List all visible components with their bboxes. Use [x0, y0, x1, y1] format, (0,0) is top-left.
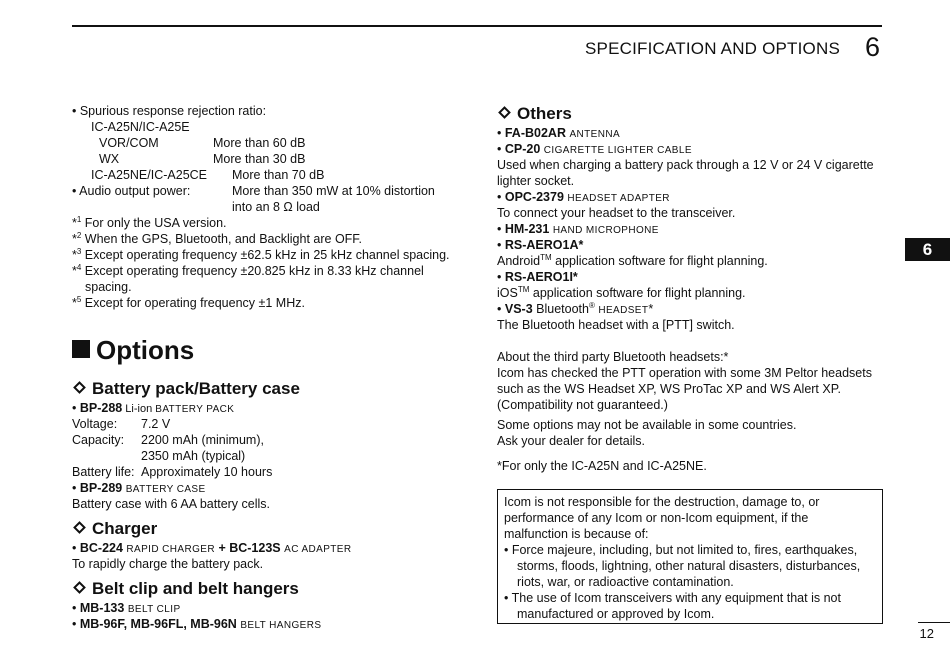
third-party-2: Icom has checked the PTT operation with some 3M Peltor headsets: [497, 366, 872, 380]
spurious-label: • Spurious response rejection ratio:: [72, 104, 267, 118]
options-left: [72, 378, 472, 632]
footnote-4: *$^4$ Except operating frequency ±20.825 kHz in 8.33 kHz channel: [72, 263, 424, 278]
square-bullet-icon: [72, 340, 90, 358]
third-party-4: (Compatibility not guaranteed.): [497, 398, 668, 412]
cp-text-2: lighter socket.: [497, 174, 575, 188]
audio-label: • Audio output power:: [72, 184, 191, 198]
availability-2: Ask your dealer for details.: [497, 434, 645, 448]
battery-life-row: Battery life: Approximately 10 hours: [72, 465, 273, 479]
belt-clip-item: • MB-133 BELT CLIP: [72, 601, 181, 615]
footnote-2: *$^2$ When the GPS, Bluetooth, and Backlight are OFF.: [72, 231, 363, 246]
header-rule: [72, 25, 882, 27]
diamond-icon: [73, 521, 86, 534]
vorcom-value: More than 60 dB: [213, 136, 306, 150]
vorcom-label: VOR/COM: [99, 136, 159, 150]
right-column: [497, 103, 897, 474]
usa-note: *For only the IC-A25N and IC-A25NE.: [497, 459, 707, 473]
charger-text: To rapidly charge the battery pack.: [72, 557, 264, 571]
bp288-item: • BP-288 Li-ion BATTERY PACK: [72, 401, 235, 415]
bp289-item: • BP-289 BATTERY CASE: [72, 481, 206, 495]
aero-a-item: • RS-AERO1A*: [497, 238, 584, 252]
chapter-number: 6: [865, 32, 881, 62]
belt-heading: Belt clip and belt hangers: [72, 578, 472, 600]
aero-i-text: iOS™ application software for flight planning.: [497, 285, 746, 300]
charger-item: • BC-224 RAPID CHARGER + BC-123S AC ADAPTER: [72, 541, 352, 555]
audio-value-2: into an 8 Ω load: [232, 200, 320, 214]
footnote-5: *$^5$ Except for operating frequency ±1 MHz.: [72, 295, 305, 310]
diamond-icon: [73, 581, 86, 594]
footnote-1: *$^1$ For only the USA version.: [72, 215, 227, 230]
disclaimer-box: Icom is not responsible for the destruction, damage to, or performance of any Icom or non-Icom equipment, if the malfunction is because of: • Force majeure, including, but not limited to, fires, earthquakes, storms, floods, lightning, other natural disasters, disturbances, riots, war, or radioactive contamination. • The use of Icom transceivers with any equipment that is not manufactured or approved by Icom.: [497, 489, 883, 624]
voltage-row: Voltage: 7.2 V: [72, 417, 171, 431]
model-b: IC-A25NE/IC-A25CE: [91, 168, 208, 182]
wx-label: WX: [99, 152, 120, 166]
capacity-row: Capacity: 2200 mAh (minimum),: [72, 433, 264, 447]
opc-text: To connect your headset to the transceiver.: [497, 206, 736, 220]
fa-item: • FA-B02AR ANTENNA: [497, 126, 621, 140]
diamond-icon: [498, 106, 511, 119]
vs-item: • VS-3 Bluetooth® HEADSET*: [497, 301, 654, 316]
cp-text-1: Used when charging a battery pack through a 12 V or 24 V cigarette: [497, 158, 874, 172]
aero-a-text: Android™ application software for flight planning.: [497, 253, 768, 268]
footer-rule: [918, 622, 950, 623]
audio-row-2: [72, 199, 472, 215]
cp-item: • CP-20 CIGARETTE LIGHTER CABLE: [497, 142, 692, 156]
audio-value-1: More than 350 mW at 10% distortion: [232, 184, 435, 198]
availability-1: Some options may not be available in some countries.: [497, 418, 797, 432]
footnote-3: *$^3$ Except operating frequency ±62.5 kHz in 25 kHz channel spacing.: [72, 247, 450, 262]
options-heading: Options: [72, 335, 194, 365]
model-b-value: More than 70 dB: [232, 168, 325, 182]
wx-value: More than 30 dB: [213, 152, 306, 166]
model-a: IC-A25N/IC-A25E: [91, 120, 190, 134]
audio-row: [72, 183, 472, 199]
battery-heading: Battery pack/Battery case: [72, 378, 472, 400]
vs-text: The Bluetooth headset with a [PTT] switch.: [497, 318, 735, 332]
third-party-3: such as the WS Headset XP, WS ProTac XP and WS Alert XP.: [497, 382, 841, 396]
charger-heading: Charger: [72, 518, 472, 540]
left-column: [72, 103, 472, 311]
capacity-row-2: 2350 mAh (typical): [141, 449, 246, 463]
belt-hangers-item: • MB-96F, MB-96FL, MB-96N BELT HANGERS: [72, 617, 322, 631]
aero-i-item: • RS-AERO1I*: [497, 270, 578, 284]
chapter-tab[interactable]: 6: [905, 238, 950, 261]
footnote-4-cont: spacing.: [85, 280, 132, 294]
opc-item: • OPC-2379 HEADSET ADAPTER: [497, 190, 670, 204]
others-heading: Others: [497, 103, 897, 125]
third-party-1: About the third party Bluetooth headsets:*: [497, 350, 729, 364]
hm-item: • HM-231 HAND MICROPHONE: [497, 222, 659, 236]
section-title: SPECIFICATION AND OPTIONS: [585, 39, 840, 58]
model-b-row: [72, 167, 472, 183]
bp289-text: Battery case with 6 AA battery cells.: [72, 497, 271, 511]
page-number: 12: [919, 626, 934, 641]
wx-row: [72, 151, 472, 167]
diamond-icon: [73, 381, 86, 394]
vorcom-row: [72, 135, 472, 151]
